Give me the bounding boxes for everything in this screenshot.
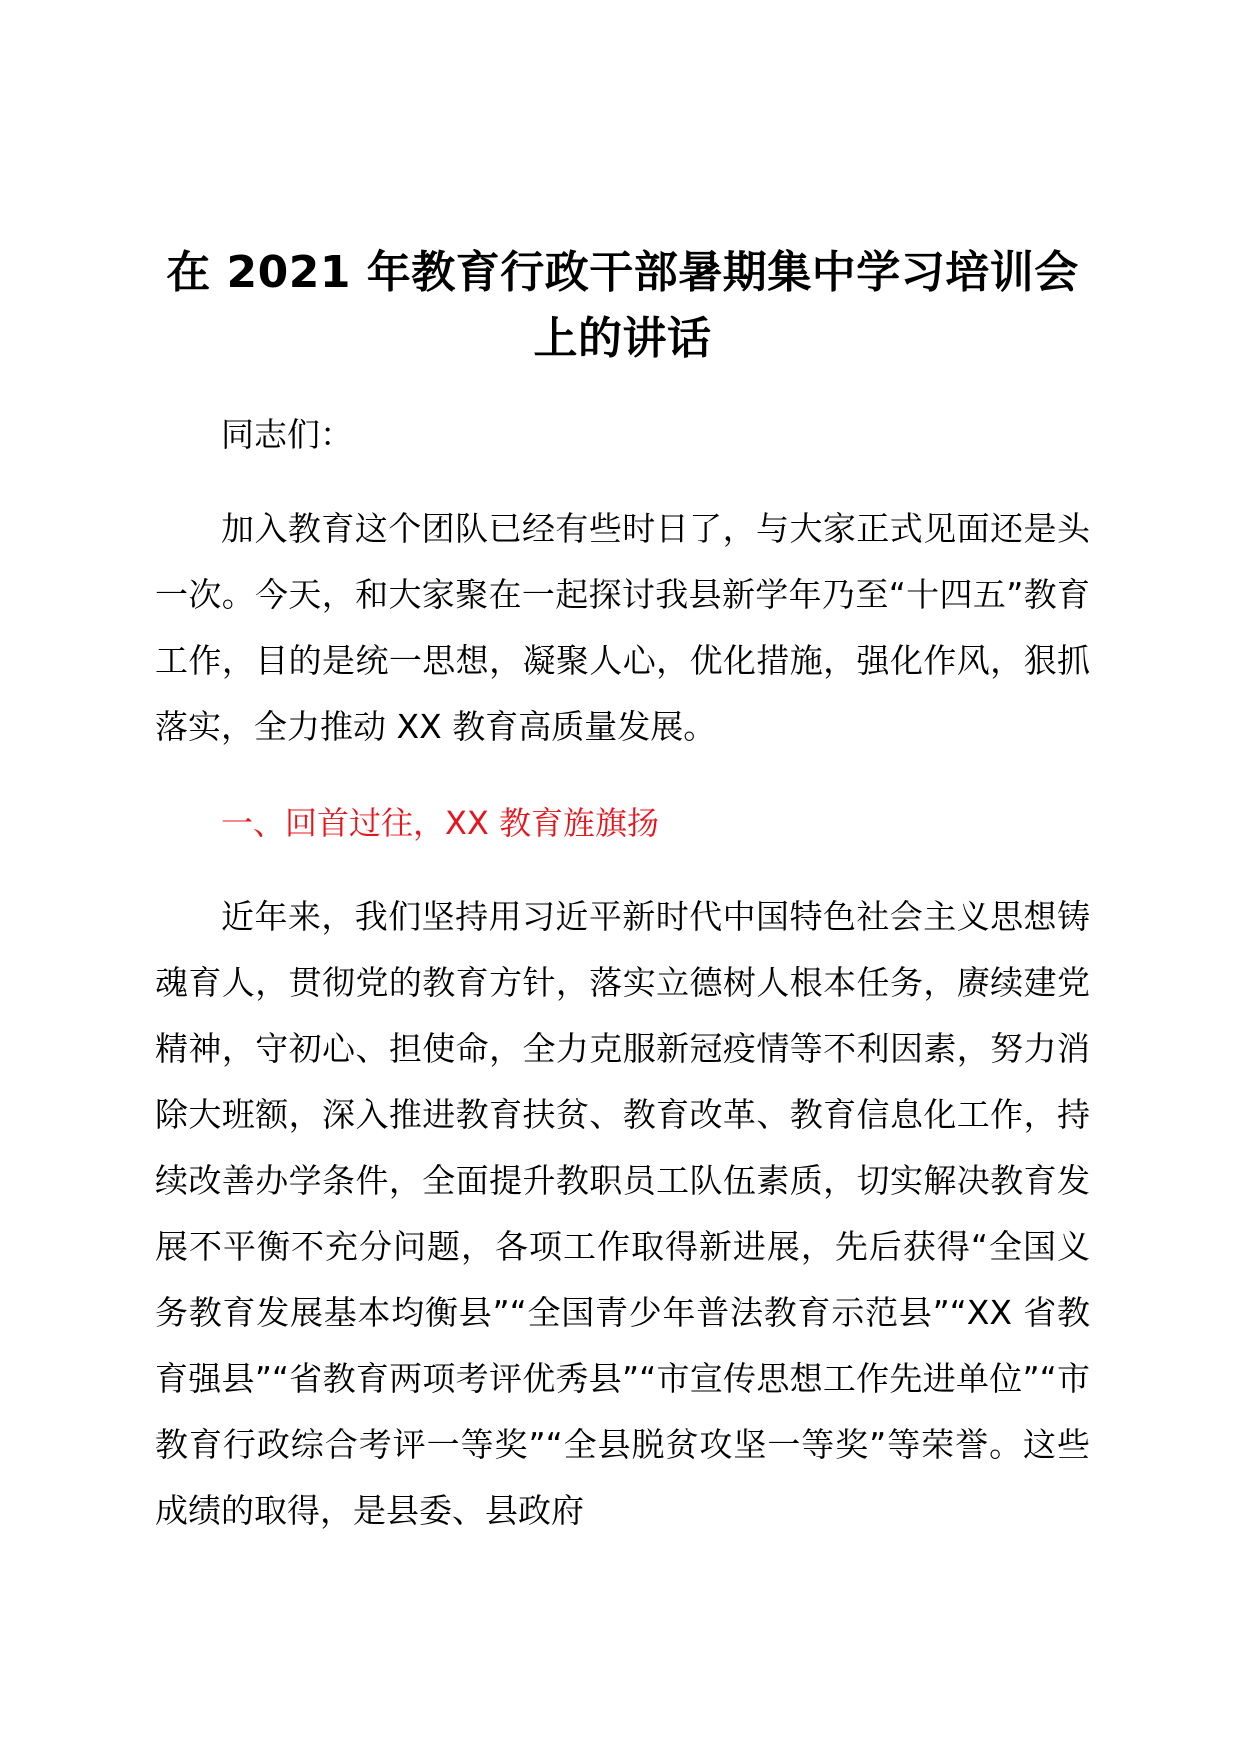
section-paragraph: 近年来，我们坚持用习近平新时代中国特色社会主义思想铸魂育人，贯彻党的教育方针，落实立德树人根本任务，赓续建党精神，守初心、担使命，全力克服新冠疫情等不利因素，努力消除大班额，深入推进教育扶贫、教育改革、教育信息化工作，持续改善办学条件，全面提升教职员工队伍素质，切实解决教育发展不平衡不充分问题，各项工作取得新进展，先后获得“全国义务教育发展基本均衡县”“全国青少年普法教育示范县”“XX 省教育强县”“省教育两项考评优秀县”“市宣传思想工作先进单位”“市教育行政综合考评一等奖”“全县脱贫攻坚一等奖”等荣誉。这些成绩的取得，是县委、县政府	[155, 897, 1090, 1530]
salutation: 同志们：	[221, 415, 353, 454]
document-title: 在 2021 年教育行政干部暑期集中学习培训会上的讲话	[166, 247, 1079, 364]
intro-paragraph: 加入教育这个团队已经有些时日了，与大家正式见面还是头一次。今天，和大家聚在一起探讨我县新学年乃至“十四五”教育工作，目的是统一思想，凝聚人心，优化措施，强化作风，狠抓落实，全力推动 XX 教育高质量发展。	[155, 509, 1090, 746]
section-heading: 一、回首过往，XX 教育旌旗扬	[221, 804, 660, 842]
document-page	[155, 240, 1090, 1544]
